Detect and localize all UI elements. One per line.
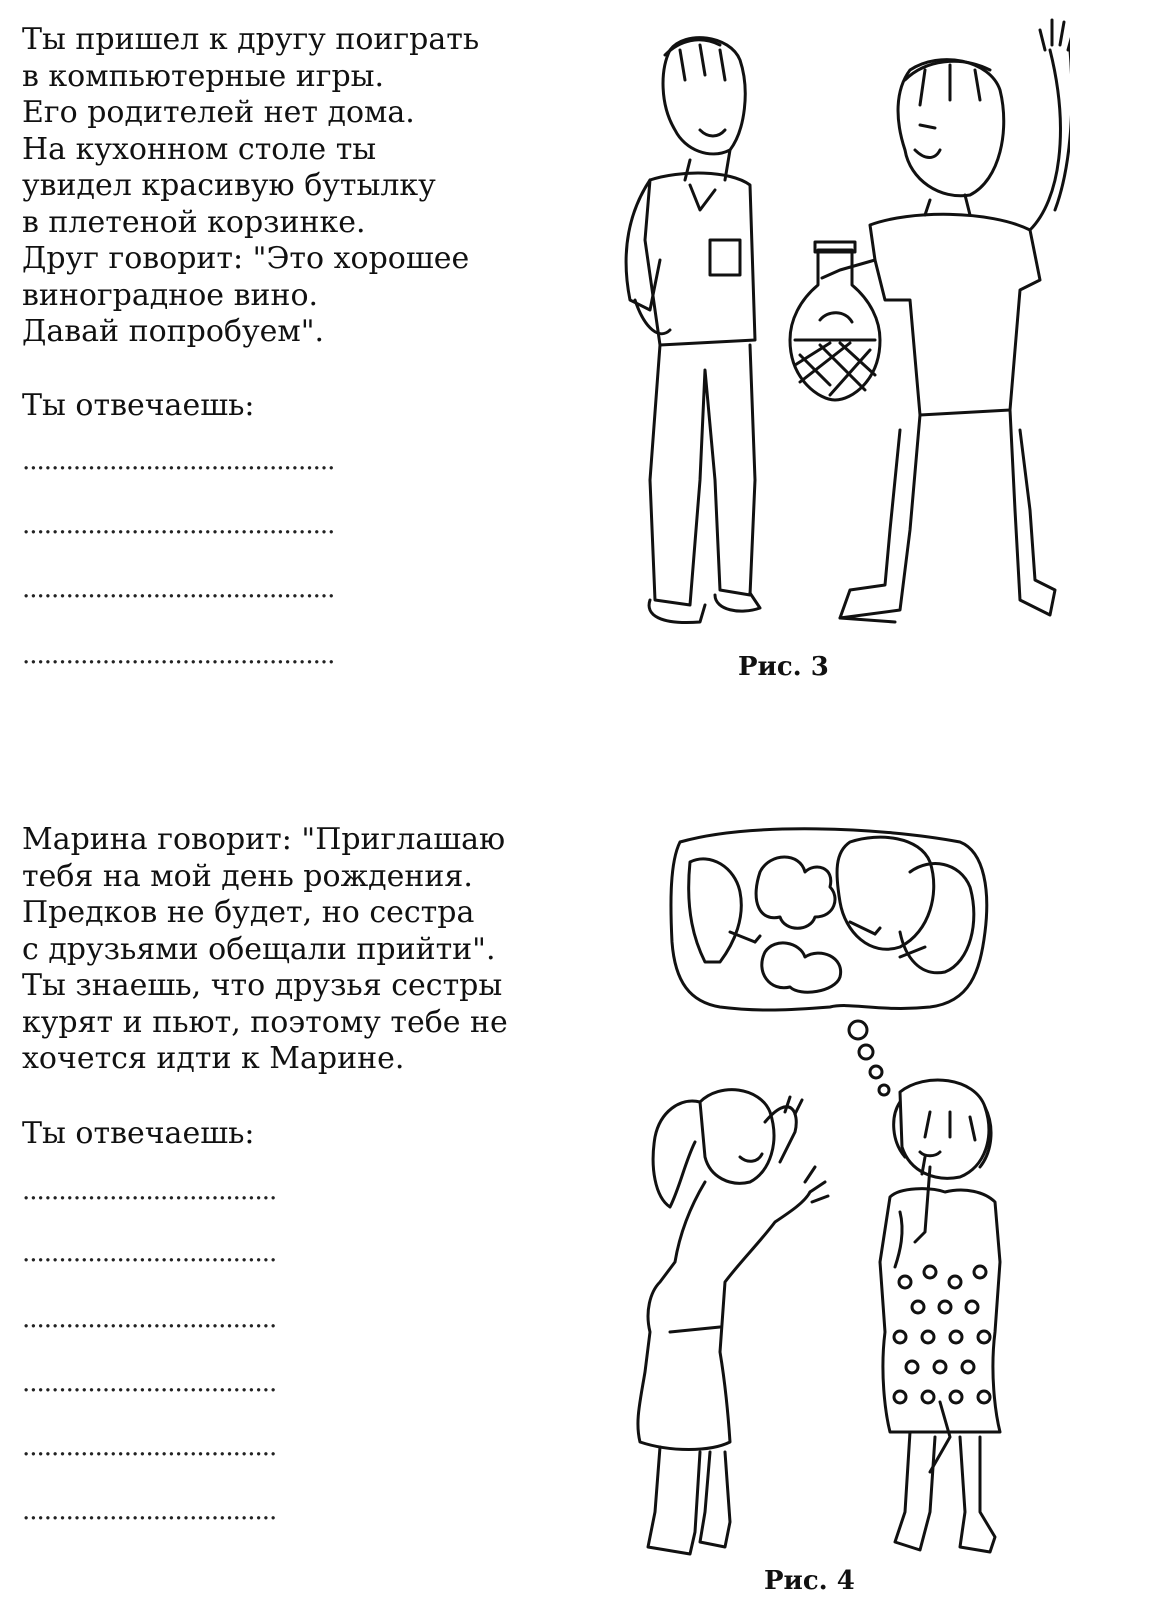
- scenario-2-line: Предков не будет, но сестра: [22, 895, 475, 930]
- answer-line-8[interactable]: ...................................: [22, 1368, 277, 1398]
- scenario-1-line: увидел красивую бутылку: [22, 168, 436, 203]
- answer-line-6[interactable]: ...................................: [22, 1238, 277, 1268]
- illustration-boys-wine: [590, 10, 1070, 650]
- scenario-2-line: Марина говорит: "Приглашаю: [22, 822, 506, 857]
- polka-dots: [894, 1266, 990, 1403]
- scenario-2-line: хочется идти к Марине.: [22, 1041, 405, 1076]
- scenario-2-line: с друзьями обещали прийти".: [22, 931, 496, 967]
- boy-right-figure: [822, 20, 1070, 622]
- figure-3-caption: Рис. 3: [738, 652, 829, 682]
- scenario-1-line: Его родителей нет дома.: [22, 95, 415, 130]
- scenario-1-line: Ты пришел к другу поиграть: [22, 22, 480, 57]
- answer-label-1: Ты отвечаешь:: [22, 388, 255, 423]
- boy-left-figure: [626, 38, 760, 623]
- scenario-2-line: курят и пьют, поэтому тебе не: [22, 1004, 508, 1040]
- answer-line-7[interactable]: ...................................: [22, 1304, 277, 1334]
- scenario-2-line: тебя на мой день рождения.: [22, 858, 473, 894]
- answer-line-9[interactable]: ...................................: [22, 1432, 277, 1462]
- scenario-2-line: Ты знаешь, что друзья сестры: [22, 968, 503, 1003]
- scenario-1-line: виноградное вино.: [22, 277, 319, 313]
- scenario-1-line: в компьютерные игры.: [22, 58, 385, 94]
- scenario-1-line: в плетеной корзинке.: [22, 204, 366, 240]
- answer-line-1[interactable]: ...........................................: [22, 446, 335, 476]
- answer-label-2: Ты отвечаешь:: [22, 1116, 255, 1151]
- scenario-1-line: На кухонном столе ты: [22, 131, 377, 167]
- girl-right-figure: [880, 1080, 1000, 1552]
- scenario-1-line: Друг говорит: "Это хорошее: [22, 241, 470, 276]
- answer-line-10[interactable]: ...................................: [22, 1496, 277, 1526]
- thought-bubble: [671, 829, 987, 1095]
- answer-line-3[interactable]: ...........................................: [22, 574, 335, 604]
- illustration-girls-thought: [600, 812, 1040, 1572]
- girl-left-figure: [638, 1090, 828, 1554]
- scenario-1-text: [22, 22, 479, 351]
- wine-bottle-basket: [790, 242, 880, 400]
- scenario-1-line: Давай попробуем".: [22, 314, 325, 349]
- scenario-2-text: [22, 822, 508, 1078]
- figure-4-caption: Рис. 4: [764, 1566, 855, 1596]
- answer-line-2[interactable]: ...........................................: [22, 510, 335, 540]
- answer-line-4[interactable]: ...........................................: [22, 640, 335, 670]
- answer-line-5[interactable]: ...................................: [22, 1176, 277, 1206]
